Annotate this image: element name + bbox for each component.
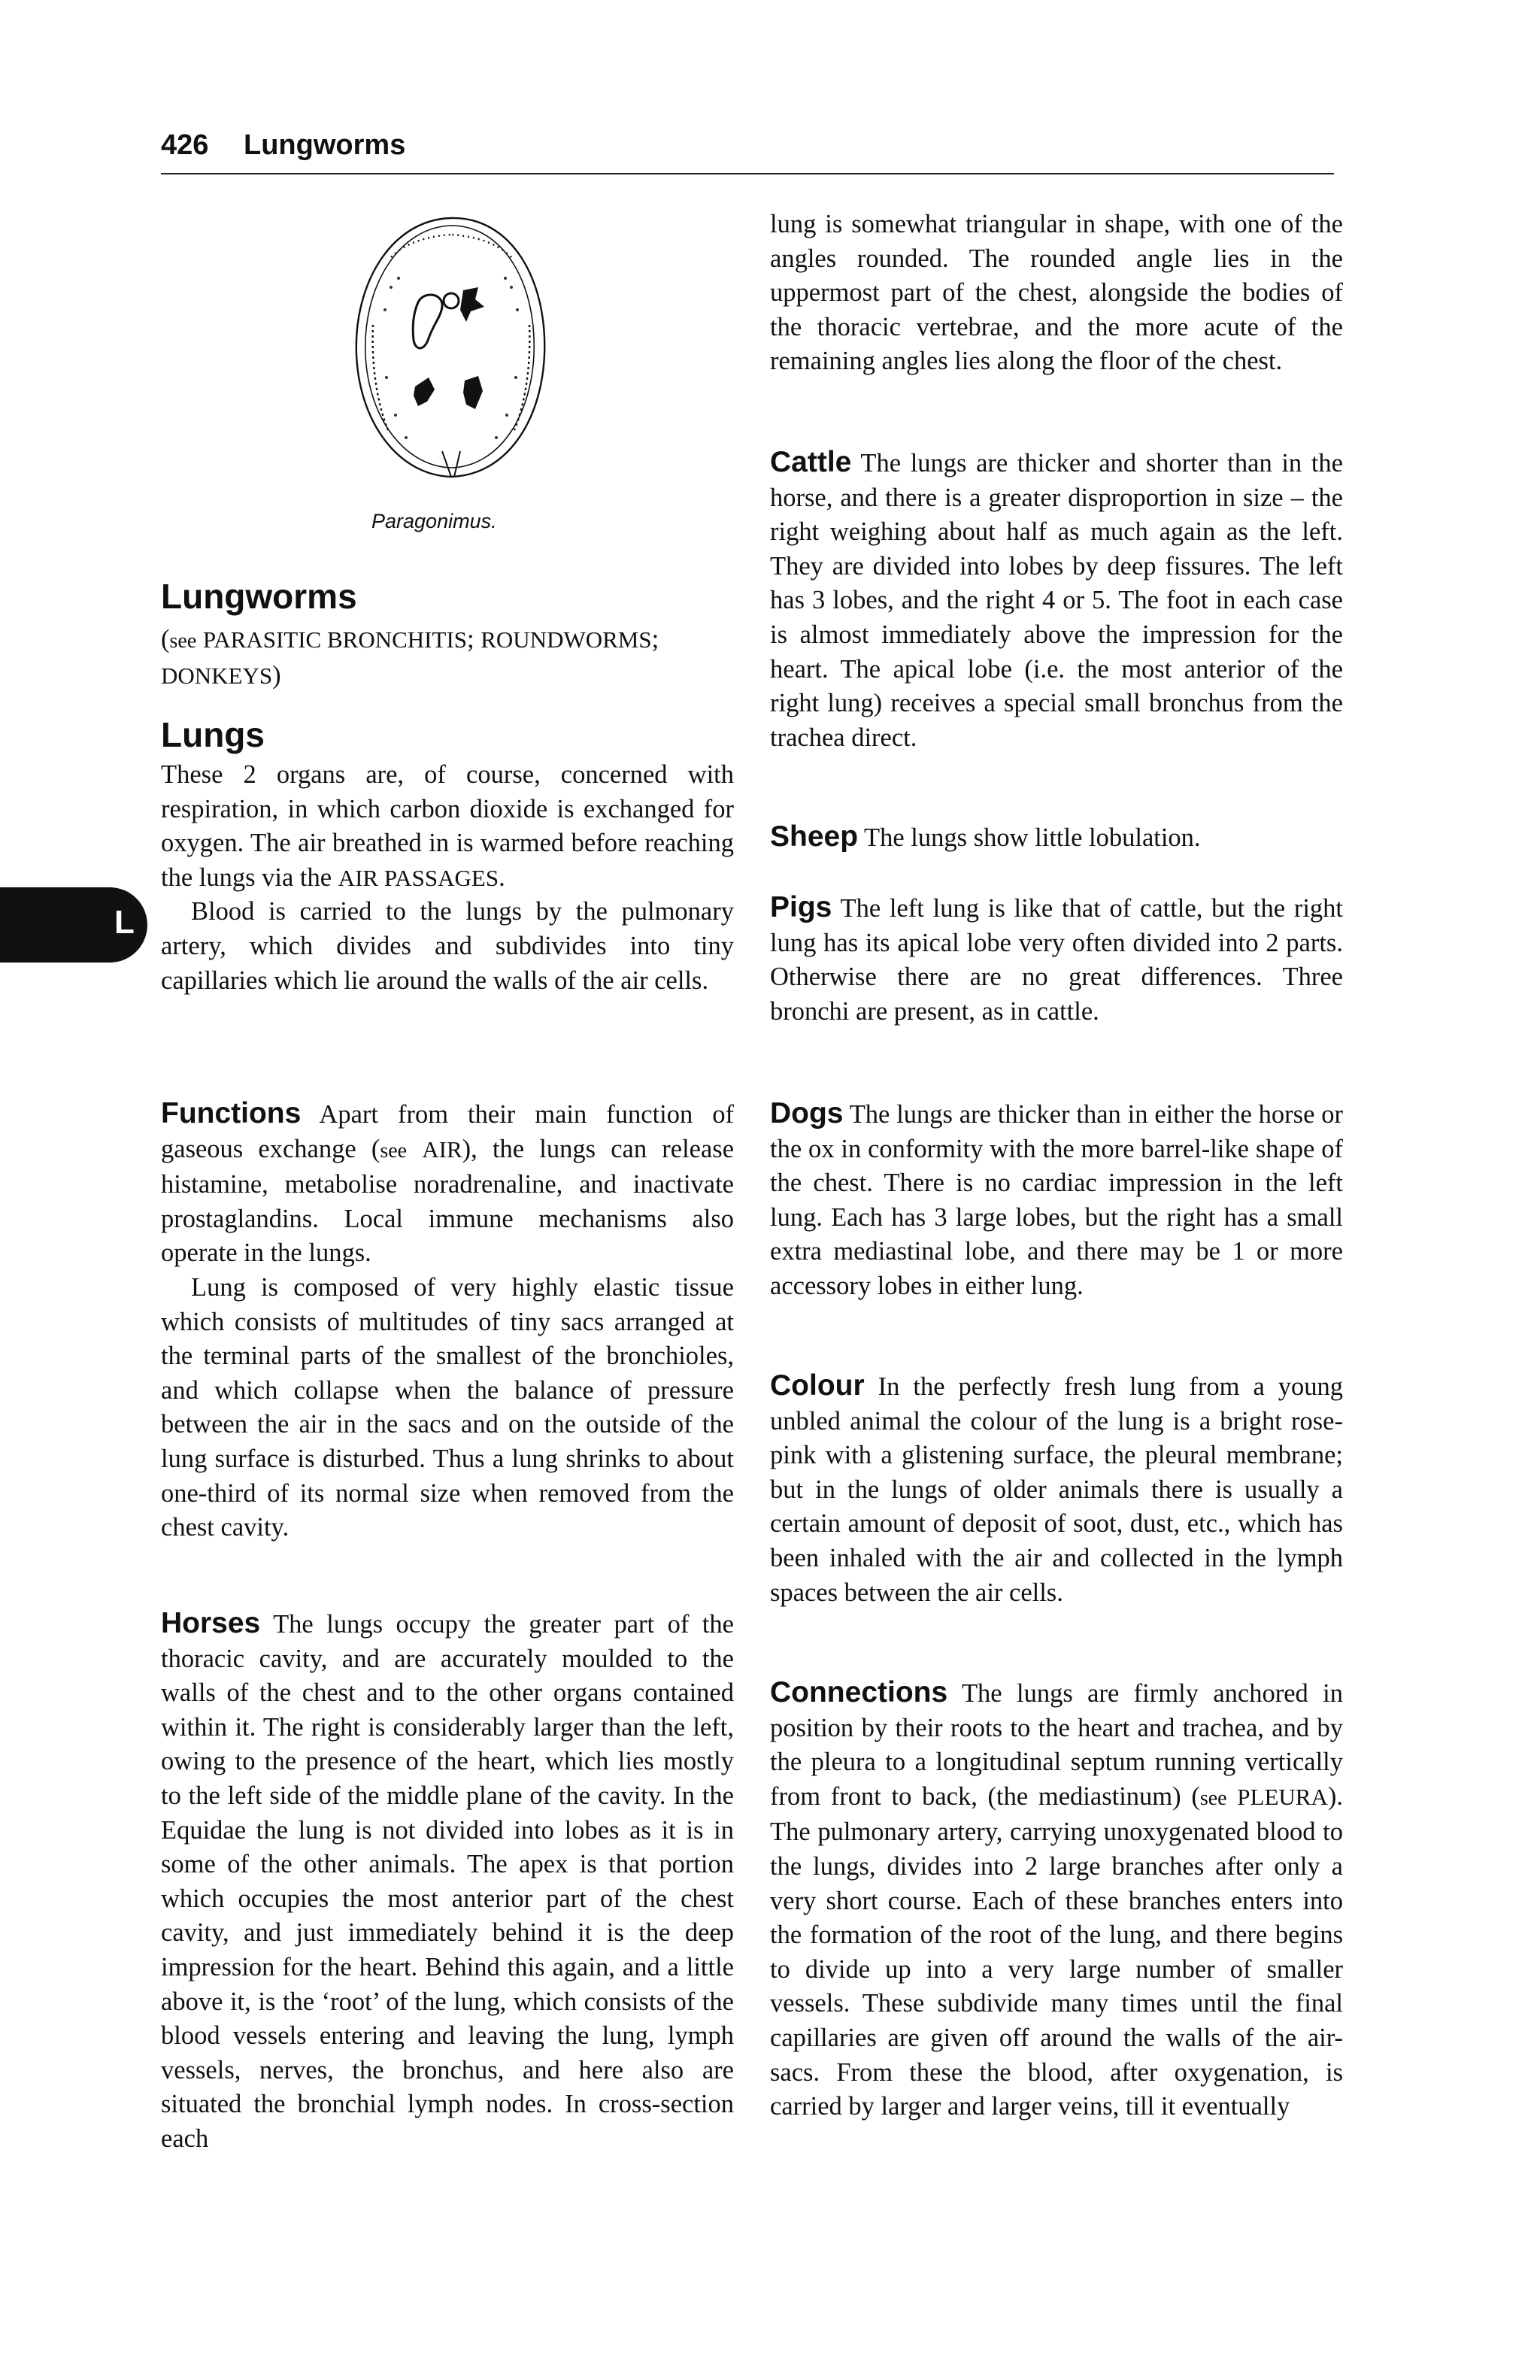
- ref-separator: ;: [651, 625, 659, 653]
- lungs-p1-text: These 2 organs are, of course, concerned with respiration, in which carbon dioxide is exchanged for oxygen. The air breathed in is warmed before reaching the lungs via the: [161, 760, 734, 892]
- dogs-section: [770, 1096, 1343, 1304]
- colour-text: In the perfectly fresh lung from a young unbled animal the colour of the lung is a bright rose-pink with a glistening surface, the pleural membrane; but in the lungs of older animals there is usually a certain amount of deposit of soot, dust, etc., which has been inhaled with the air and collected in the lymph spaces between the air cells.: [770, 1372, 1343, 1607]
- functions-heading: Functions: [161, 1097, 302, 1129]
- see-label: see: [169, 629, 197, 653]
- connections-text-a: The lungs are firmly anchored in position by their roots to the heart and trachea, and by the pleura to a longitudinal septum running vertically from front to back, (the mediastinum) (: [770, 1679, 1343, 1811]
- lungs-intro: [161, 758, 734, 998]
- paren-open: (: [161, 625, 170, 653]
- figure-caption: Paragonimus.: [371, 510, 497, 532]
- entry-title-lungs: Lungs: [161, 715, 265, 754]
- functions-text-b: ), the lungs can release histamine, metabolise noradrenaline, and inactivate prostaglandins. Local immune mechanisms also operate in the lungs.: [161, 1134, 735, 1268]
- lungs-paragraph-2: Blood is carried to the lungs by the pulmonary artery, which divides and subdivides into tiny capillaries which lie around the walls of the air cells.: [161, 897, 734, 995]
- horses-text: The lungs occupy the greater part of the thoracic cavity, and are accurately moulded to the walls of the chest and to the other organs contained within it. The right is considerably larger than the left, owing to the presence of the heart, which lies mostly to the left side of the middle plane of the cavity. In the Equidae the lung is not divided into lobes as it is in some of the other animals. The apex is that portion which occupies the most anterior part of the chest cavity, and just immediately behind it is the deep impression for the heart. Behind this again, and a little above it, is the ‘root’ of the lung, which consists of the blood vessels entering and leaving the lung, lymph vessels, nerves, the bronchus, and here also are situated the bronchial lymph nodes. In cross-section each: [161, 1610, 734, 2153]
- paren-close: ): [272, 660, 281, 690]
- ref-air-passages[interactable]: AIR PASSAGES: [338, 864, 499, 891]
- cattle-heading: Cattle: [770, 446, 852, 478]
- dogs-text: The lungs are thicker than in either the horse or the ox in conformity with the more barrel-like shape of the chest. There is no cardiac impression in the left lung. Each has 3 large lobes, but the right has a small extra mediastinal lobe, and there may be 1 or more accessory lobes in either lung.: [770, 1100, 1343, 1300]
- page-number: 426: [161, 129, 209, 161]
- lungworms-cross-reference: [161, 623, 734, 693]
- ref-separator: ;: [467, 625, 481, 653]
- lungs-paragraph-1: [161, 758, 734, 895]
- running-head: [161, 123, 1334, 174]
- lungs-p1-end: .: [499, 863, 505, 892]
- ref-roundworms[interactable]: ROUNDWORMS: [480, 626, 652, 653]
- paragonimus-illustration: [346, 212, 556, 498]
- colour-paragraph: [770, 1369, 1343, 1610]
- ref-donkeys[interactable]: DONKEYS: [161, 662, 273, 689]
- see-label: see: [380, 1138, 408, 1163]
- pigs-section: [770, 890, 1343, 1029]
- thumb-index-tab: [0, 887, 147, 963]
- sheep-section: [770, 820, 1343, 856]
- connections-heading: Connections: [770, 1676, 948, 1708]
- sheep-heading: Sheep: [770, 820, 859, 853]
- horses-paragraph: [161, 1606, 734, 2157]
- connections-text-b: ). The pulmonary artery, carrying unoxygenated blood to the lungs, divides into 2 large branches after only a very short course. Each of these branches enters into the formation of the root of the lung, and there begins to divide up into a very large number of smaller vessels. These subdivide many times until the final capillaries are given off around the walls of the air-sacs. From these the blood, after oxygenation, is carried by larger and larger veins, till it eventually: [770, 1781, 1343, 2121]
- connections-section: [770, 1675, 1343, 2124]
- thumb-index-letter: L: [114, 904, 135, 941]
- functions-paragraph-1: [161, 1096, 734, 1271]
- cattle-section: [770, 445, 1343, 755]
- cattle-paragraph: [770, 445, 1343, 755]
- ref-air[interactable]: AIR: [422, 1135, 462, 1163]
- dogs-paragraph: [770, 1096, 1343, 1304]
- horses-section: [161, 1606, 734, 2157]
- see-label: see: [1199, 1786, 1227, 1810]
- ref-pleura[interactable]: PLEURA: [1237, 1783, 1328, 1810]
- running-title: Lungworms: [244, 129, 406, 161]
- dogs-heading: Dogs: [770, 1097, 844, 1129]
- functions-paragraph-2: Lung is composed of very highly elastic tissue which consists of multitudes of tiny sacs arranged at the terminal parts of the smallest of the bronchioles, and which collapse when the balance of pressure between the air in the sacs and on the outside of the lung surface is disturbed. Thus a lung shrinks to about one-third of its normal size when removed from the chest cavity.: [161, 1272, 734, 1542]
- pigs-paragraph: [770, 890, 1343, 1029]
- ref-parasitic-bronchitis[interactable]: PARASITIC BRONCHITIS: [202, 626, 468, 653]
- horses-heading: Horses: [161, 1607, 261, 1639]
- functions-section: [161, 1096, 734, 1545]
- colour-section: [770, 1369, 1343, 1610]
- sheep-text: The lungs show little lobulation.: [858, 823, 1201, 852]
- colour-heading: Colour: [770, 1369, 865, 1402]
- functions-text-a: Apart from their main function of gaseous exchange (: [161, 1100, 734, 1163]
- horses-continued-paragraph: lung is somewhat triangular in shape, with one of the angles rounded. The rounded angle lies in the uppermost part of the chest, alongside the bodies of the thoracic vertebrae, and the more acute of the remaining angles lies along the floor of the chest.: [770, 210, 1343, 376]
- horses-continued: [770, 208, 1343, 379]
- pigs-heading: Pigs: [770, 891, 832, 923]
- pigs-text: The left lung is like that of cattle, but the right lung has its apical lobe very often divided into 2 parts. Otherwise there are no great differences. Three bronchi are present, as in cattle.: [770, 894, 1343, 1026]
- cattle-text: The lungs are thicker and shorter than in the horse, and there is a greater disproportion in size – the right weighing about half as much again as the left. They are divided into lobes by deep fissures. The left has 3 lobes, and the right 4 or 5. The foot in each case is almost immediately above the impression for the heart. The apical lobe (i.e. the most anterior of the right lung) receives a special small bronchus from the trachea direct.: [770, 449, 1343, 752]
- sheep-paragraph: [770, 820, 1343, 856]
- connections-paragraph: [770, 1675, 1343, 2124]
- entry-title-lungworms: Lungworms: [161, 577, 357, 616]
